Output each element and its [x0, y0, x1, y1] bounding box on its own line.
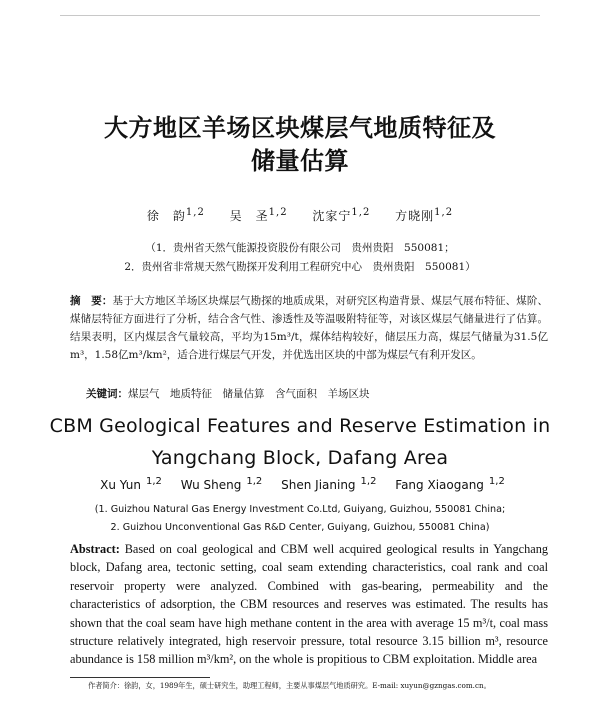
english-abstract [70, 540, 548, 669]
chinese-affiliations [0, 239, 600, 277]
chinese-keywords-label: 关键词： [86, 388, 128, 400]
author-en: Xu Yun $^{1,2}$ [100, 476, 162, 492]
chinese-title-line-2: 储量估算 [251, 147, 349, 175]
english-title [0, 410, 600, 474]
author-en: Fang Xiaogang $^{1,2}$ [395, 476, 505, 492]
chinese-abstract [70, 292, 548, 364]
author-cn: 徐 韵$^{1,2}$ [146, 207, 205, 223]
author-footnote: 作者简介：徐韵，女，1989年生，硕士研究生，助理工程师，主要从事煤层气地质研究。E-mail: xuyun@gzngas.com.cn。 [88, 681, 491, 690]
affiliation-en-2: 2. Guizhou Unconventional Gas R&D Center, Guiyang, Guizhou, 550081 China) [110, 522, 490, 533]
chinese-keywords-text: 煤层气 地质特征 储量估算 含气面积 羊场区块 [128, 388, 370, 400]
chinese-keywords [86, 386, 548, 402]
footnote-rule [70, 677, 210, 678]
affiliation-en-1: (1. Guizhou Natural Gas Energy Investment Co.Ltd, Guiyang, Guizhou, 550081 China; [94, 504, 506, 515]
english-abstract-text: Based on coal geological and CBM well acquired geological results in Yangchang block, Dafang area, tectonic setting, coal seam extending characteristics, coal rank and coal reservoir property were analyzed. Combined with gas-bearing, permeability and the characteristics of adsorption, the CBM resources and reserves was estimated. The results has shown that the coal seam have high methane content in the area with average 15 m³/t, coal mass structure relatively integrated, high reservoir pressure, total resource 3.15 billion m³, resource abundance is 158 million m³/km², on the whole is propitious to CBM exploitation. Middle area [70, 542, 548, 667]
author-cn: 吴 圣$^{1,2}$ [229, 207, 288, 223]
chinese-authors [0, 207, 600, 224]
english-authors [0, 476, 600, 492]
english-title-line-2: Yangchang Block, Dafang Area [151, 447, 449, 469]
chinese-abstract-label: 摘 要： [70, 295, 113, 307]
author-cn: 方晓刚$^{1,2}$ [395, 207, 454, 223]
english-title-line-1: CBM Geological Features and Reserve Estimation in [49, 415, 551, 437]
english-affiliations [0, 501, 600, 537]
english-abstract-label: Abstract: [70, 542, 120, 556]
chinese-title-line-1: 大方地区羊场区块煤层气地质特征及 [104, 114, 496, 142]
chinese-title [0, 112, 600, 178]
author-cn: 沈家宁$^{1,2}$ [312, 207, 371, 223]
affiliation-cn-2: 2．贵州省非常规天然气勘探开发利用工程研究中心 贵州贵阳 550081） [124, 261, 476, 273]
chinese-abstract-text: 基于大方地区羊场区块煤层气勘探的地质成果，对研究区构造背景、煤层气展布特征、煤阶、煤储层特征方面进行了分析，结合含气性、渗透性及等温吸附特征等，对该区煤层气储量进行了估算。结果表明，区内煤层含气量较高，平均为15m³/t，煤体结构较好，储层压力高，煤层气储量为31.5亿m³，1.58亿m³/km²，适合进行煤层气开发，并优选出区块的中部为煤层气有利开发区。 [70, 295, 548, 361]
affiliation-cn-1: （1．贵州省天然气能源投资股份有限公司 贵州贵阳 550081； [145, 242, 455, 254]
header-rule [60, 15, 540, 16]
author-en: Wu Sheng $^{1,2}$ [180, 476, 263, 492]
author-en: Shen Jianing $^{1,2}$ [281, 476, 377, 492]
